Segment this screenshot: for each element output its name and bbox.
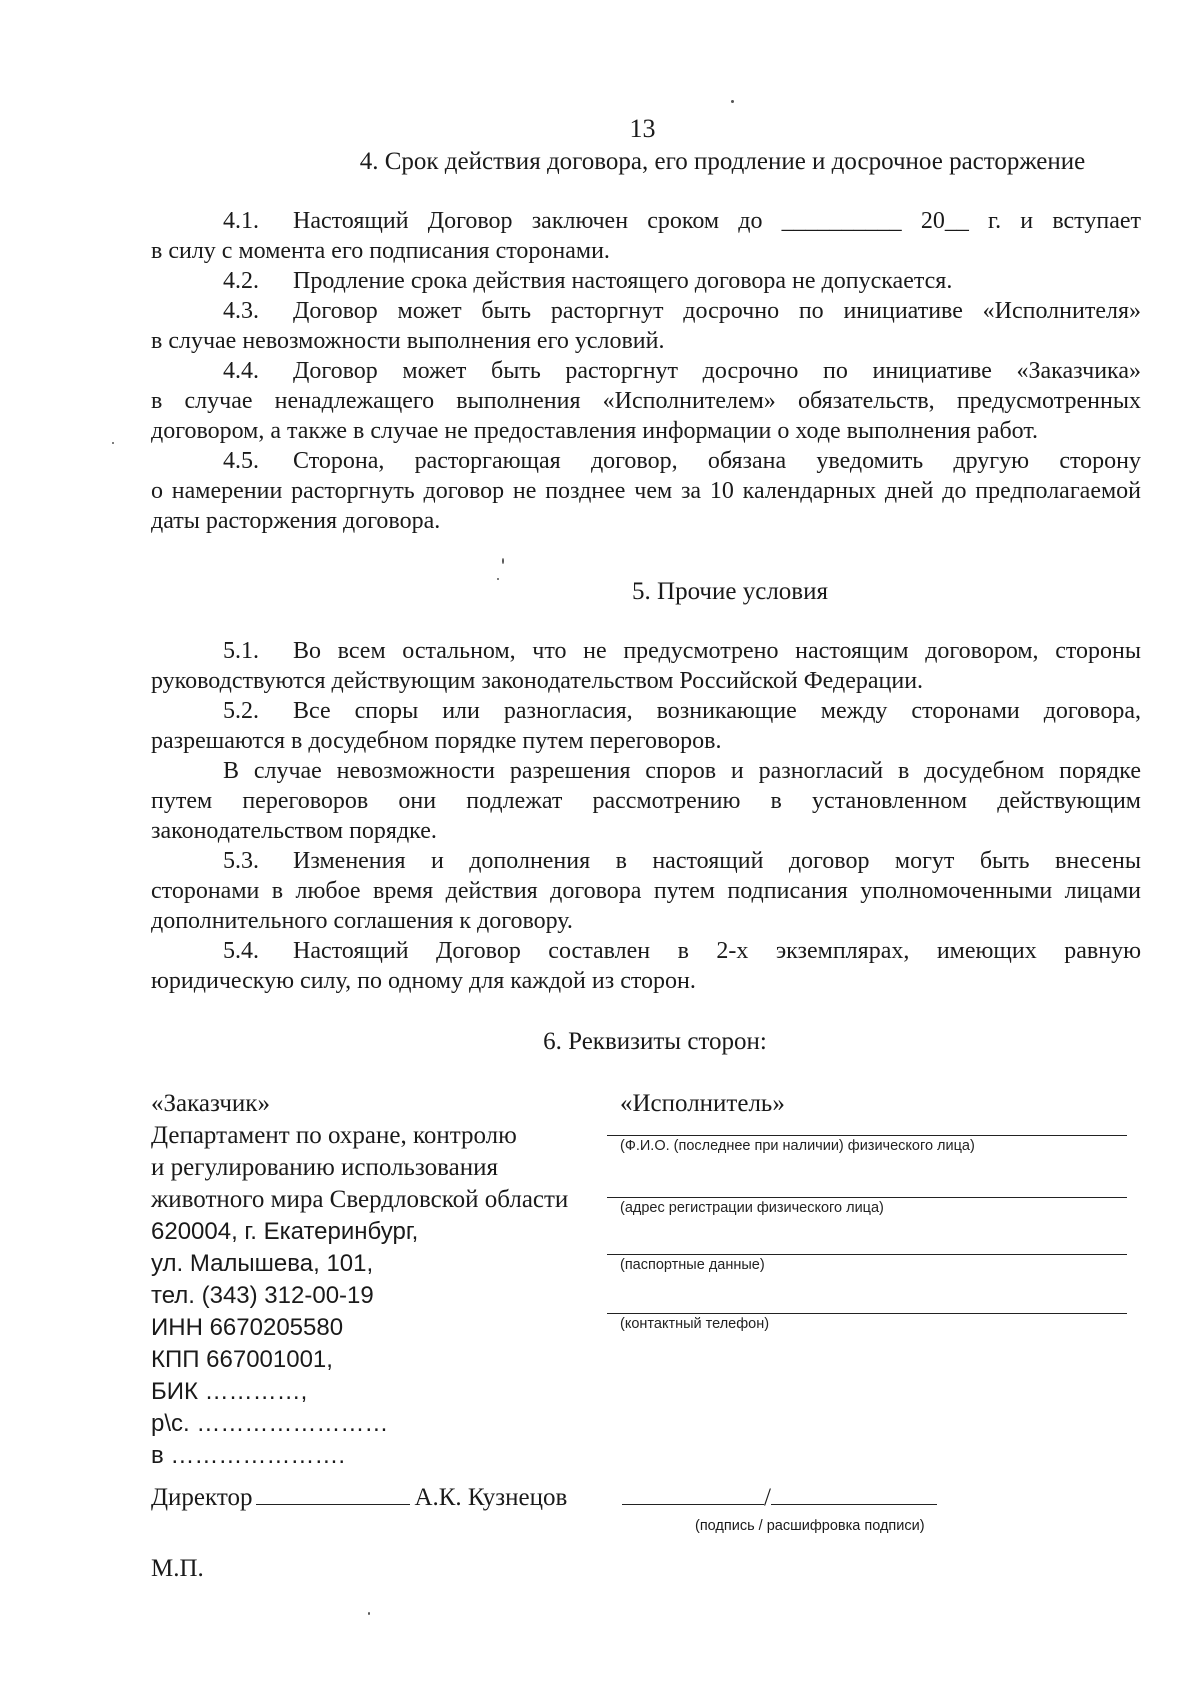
contractor-passport-caption: (паспортные данные): [620, 1257, 765, 1273]
paragraph-continuation: путем переговоров они подлежат рассмотрению в установленном действующим законодательством порядке.: [151, 788, 1141, 844]
paragraph-number: 4.3.: [223, 298, 259, 324]
director-name: А.К. Кузнецов: [414, 1484, 568, 1511]
paragraph-5-1: [151, 636, 1141, 696]
director-signature-blank: [256, 1484, 410, 1505]
paragraph-number: 4.2.: [223, 268, 259, 294]
paragraph-continuation: сторонами в любое время действия договора путем подписания уполномоченными лицами дополнительного соглашения к договору.: [151, 878, 1141, 934]
signature-slash: /: [764, 1484, 771, 1511]
section-4-title: 4. Срок действия договора, его продление и досрочное расторжение: [359, 148, 1086, 175]
signature-caption: (подпись / расшифровка подписи): [695, 1518, 925, 1534]
contractor-name-caption: (Ф.И.О. (последнее при наличии) физического лица): [620, 1138, 975, 1154]
contractor-phone-caption: (контактный телефон): [620, 1316, 770, 1332]
paragraph-continuation: разрешаются в досудебном порядке путем переговоров.: [151, 728, 722, 754]
paragraph-5-2: [151, 696, 1141, 756]
customer-org-line-1: Департамент по охране, контролю: [151, 1122, 517, 1149]
contractor-address-line: [607, 1197, 1127, 1198]
stamp-placeholder: М.П.: [151, 1555, 204, 1582]
customer-address-line-1: 620004, г. Екатеринбург,: [151, 1218, 419, 1245]
customer-account: р\с. ……………………: [151, 1410, 389, 1437]
paragraph-continuation: в случае ненадлежащего выполнения «Исполнителем» обязательств, предусмотренных договором, а также в случае не предоставления информации о ходе выполнения работ.: [151, 388, 1141, 444]
section-6-title: 6. Реквизиты сторон:: [543, 1028, 767, 1055]
customer-title: «Заказчик»: [151, 1090, 270, 1117]
paragraph-number: 5.3.: [223, 848, 259, 874]
contractor-address-caption: (адрес регистрации физического лица): [620, 1200, 884, 1216]
paragraph-4-5: [151, 446, 1141, 536]
paragraph-number: 5.2.: [223, 698, 259, 724]
paragraph-first-line: Все споры или разногласия, возникающие между сторонами договора,: [293, 698, 1141, 724]
paragraph-number: 5.4.: [223, 938, 259, 964]
scan-speck: [502, 558, 504, 564]
paragraph-first-line: В случае невозможности разрешения споров и разногласий в досудебном порядке: [223, 758, 1141, 784]
page-number: 13: [629, 114, 656, 143]
paragraph-number: 4.4.: [223, 358, 259, 384]
paragraph-first-line: Во всем остальном, что не предусмотрено настоящим договором, стороны: [293, 638, 1141, 664]
customer-kpp: КПП 667001001,: [151, 1346, 333, 1373]
scan-speck: [731, 100, 734, 103]
scan-speck: [497, 578, 499, 580]
paragraph-number: 4.1.: [223, 208, 259, 234]
scan-speck: [112, 442, 114, 444]
customer-phone: тел. (343) 312-00-19: [151, 1282, 374, 1309]
contractor-title: «Исполнитель»: [620, 1090, 785, 1117]
paragraph-4-3: [151, 296, 1141, 356]
contractor-name-line: [607, 1135, 1127, 1136]
customer-bik: БИК …………,: [151, 1378, 308, 1405]
paragraph-first-line: Договор может быть расторгнут досрочно по инициативе «Заказчика»: [293, 358, 1141, 384]
customer-requisites: [151, 1088, 611, 1472]
paragraph-first-line: Продление срока действия настоящего договора не допускается.: [293, 268, 953, 294]
paragraph-number: 5.1.: [223, 638, 259, 664]
paragraph-5-4: [151, 936, 1141, 996]
paragraph-number: 4.5.: [223, 448, 259, 474]
paragraph-first-line: Настоящий Договор составлен в 2-х экземплярах, имеющих равную: [293, 938, 1141, 964]
paragraph-4-1: [151, 206, 1141, 266]
paragraph-continuation: в случае невозможности выполнения его условий.: [151, 328, 665, 354]
contractor-name-blank: [771, 1484, 937, 1505]
contractor-signature-blank: [622, 1484, 764, 1505]
director-signature: [151, 1484, 567, 1512]
section-5-title: 5. Прочие условия: [632, 578, 828, 605]
paragraph-continuation: о намерении расторгнуть договор не позднее чем за 10 календарных дней до предполагаемой даты расторжения договора.: [151, 478, 1141, 534]
paragraph-first-line: Настоящий Договор заключен сроком до __________ 20__ г. и вступает: [293, 208, 1141, 234]
customer-org-line-3: животного мира Свердловской области: [151, 1186, 569, 1213]
contractor-passport-line: [607, 1254, 1127, 1255]
customer-bank: в ………………….: [151, 1442, 346, 1469]
paragraph-continuation: юридическую силу, по одному для каждой из сторон.: [151, 968, 696, 994]
paragraph-first-line: Сторона, расторгающая договор, обязана уведомить другую сторону: [293, 448, 1141, 474]
director-label: Директор: [151, 1484, 253, 1511]
paragraph-continuation: руководствуются действующим законодательством Российской Федерации.: [151, 668, 924, 694]
paragraph-continuation: в силу с момента его подписания сторонами.: [151, 238, 610, 264]
customer-inn: ИНН 6670205580: [151, 1314, 344, 1341]
scan-speck: [368, 1612, 370, 1615]
paragraph-first-line: Договор может быть расторгнут досрочно по инициативе «Исполнителя»: [293, 298, 1141, 324]
contractor-phone-line: [607, 1313, 1127, 1314]
paragraph-4-2: [151, 266, 1141, 296]
paragraph-5-2-continued: [151, 756, 1141, 846]
paragraph-first-line: Изменения и дополнения в настоящий договор могут быть внесены: [293, 848, 1141, 874]
contractor-signature: [622, 1484, 937, 1512]
paragraph-4-4: [151, 356, 1141, 446]
customer-org-line-2: и регулированию использования: [151, 1154, 498, 1181]
paragraph-5-3: [151, 846, 1141, 936]
customer-address-line-2: ул. Малышева, 101,: [151, 1250, 374, 1277]
